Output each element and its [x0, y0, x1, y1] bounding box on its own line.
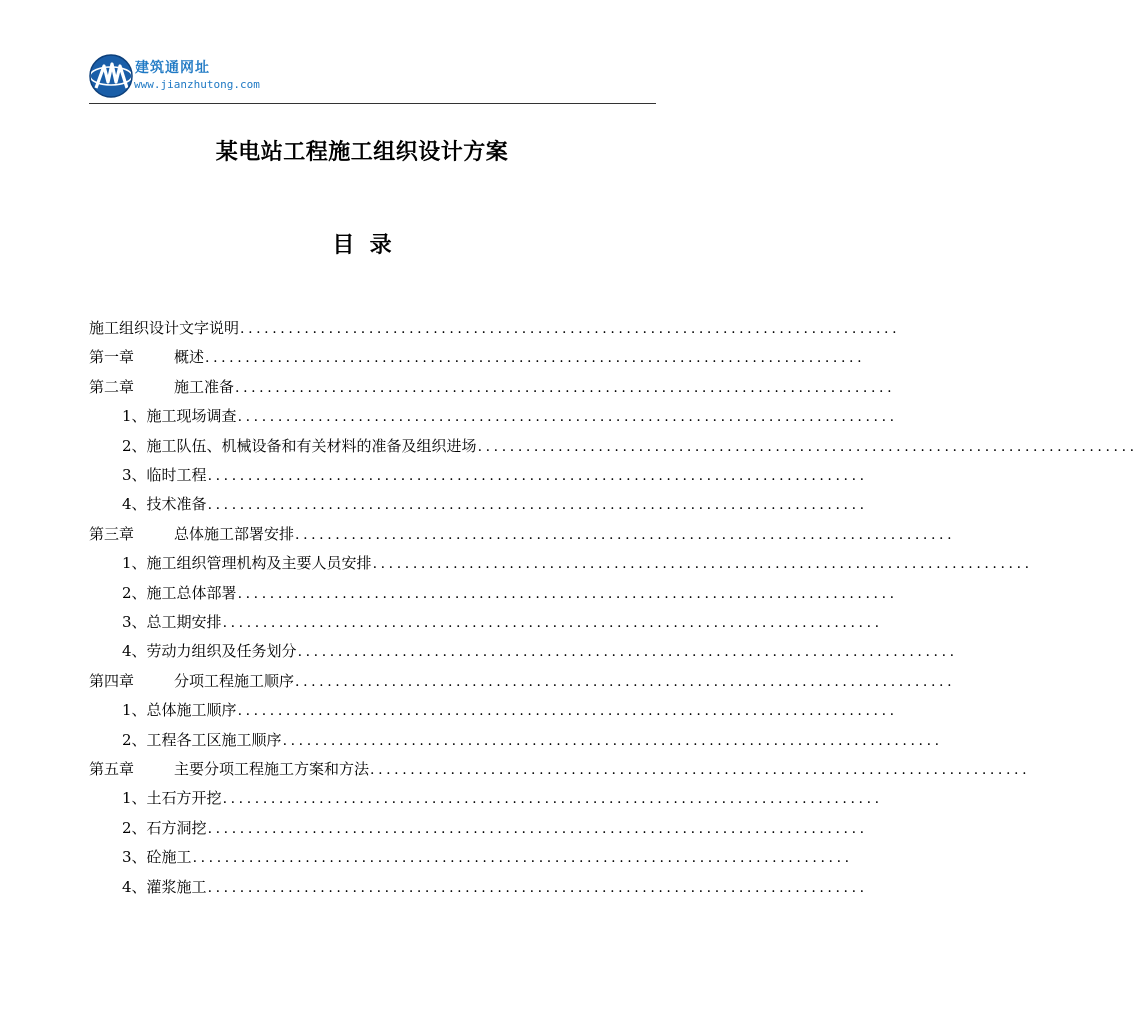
toc-entry[interactable]	[0, 579, 898, 605]
toc-dot-leader: ..................................................................................	[295, 673, 956, 690]
toc-entry[interactable]	[0, 373, 896, 399]
toc-entry-label: 技术准备	[146, 495, 207, 514]
toc-entry-label: 土石方开挖	[146, 789, 222, 808]
toc-entry[interactable]	[0, 314, 901, 340]
toc-entry[interactable]	[0, 520, 956, 546]
toc-entry-label: 临时工程	[146, 466, 207, 484]
toc-entry[interactable]	[0, 755, 1031, 781]
toc-dot-leader: ..................................................................................	[205, 350, 866, 367]
toc-entry[interactable]	[0, 667, 956, 693]
globe-logo-icon	[89, 54, 133, 98]
toc-entry-label: 灌浆施工	[146, 877, 207, 896]
toc-entry-number: 1、	[122, 407, 147, 426]
toc-entry-number: 2、	[122, 583, 147, 602]
toc-dot-leader: ..................................................................................	[222, 615, 883, 631]
toc-entry[interactable]	[0, 873, 868, 899]
toc-dot-leader: ..................................................................................	[372, 556, 1033, 573]
toc-entry-number: 第四章	[89, 671, 135, 690]
toc-dot-leader: ..................................................................................	[297, 644, 958, 661]
toc-entry[interactable]	[0, 490, 868, 516]
toc-entry-number: 3、	[122, 466, 147, 484]
toc-entry-number: 2、	[122, 730, 147, 749]
toc-entry[interactable]	[0, 843, 853, 869]
toc-entry-number: 3、	[122, 848, 147, 867]
toc-entry-label: 劳动力组织及任务划分	[146, 642, 297, 661]
toc-dot-leader: ..................................................................................	[222, 791, 883, 808]
toc-entry-number: 第三章	[89, 524, 135, 543]
toc-dot-leader: ..................................................................................	[192, 850, 853, 867]
toc-dot-leader: ..................................................................................	[207, 497, 868, 514]
toc-entry-label: 施工准备	[174, 377, 235, 396]
toc-dot-leader: ..................................................................................	[237, 585, 898, 602]
toc-entry-label: 概述	[174, 348, 205, 367]
toc-entry-number: 第二章	[89, 377, 135, 396]
toc-entry-label: 分项工程施工顺序	[174, 671, 295, 690]
toc-entry-label: 总体施工部署安排	[174, 524, 295, 543]
toc-dot-leader: ..................................................................................	[207, 879, 868, 896]
toc-entry[interactable]	[0, 637, 958, 663]
toc-entry-label: 总工期安排	[146, 613, 222, 631]
toc-entry-number: 1、	[122, 554, 147, 573]
toc-entry[interactable]	[0, 608, 883, 634]
site-header	[89, 54, 659, 104]
toc-entry-number: 4、	[122, 642, 147, 661]
toc-entry[interactable]	[0, 696, 898, 722]
toc-entry-number: 1、	[122, 789, 147, 808]
toc-entry-number: 3、	[122, 613, 147, 631]
toc-entry-number: 2、	[122, 818, 147, 837]
toc-entry[interactable]	[0, 814, 868, 840]
toc-dot-leader: ..................................................................................	[295, 526, 956, 543]
toc-entry-number: 4、	[122, 877, 147, 896]
toc-dot-leader: ..................................................................................	[370, 762, 1031, 778]
toc-entry[interactable]	[0, 432, 1138, 458]
toc-entry-label: 施工队伍、机械设备和有关材料的准备及组织进场	[146, 436, 477, 455]
toc-entry-label: 施工组织设计文字说明	[89, 319, 240, 337]
toc-entry-number: 第一章	[89, 348, 135, 367]
toc-entry[interactable]	[0, 549, 1033, 575]
toc-dot-leader: ..................................................................................	[237, 409, 898, 426]
brand-name: 建筑通网址	[135, 60, 210, 76]
toc-entry[interactable]	[0, 461, 868, 487]
document-title: 某电站工程施工组织设计方案	[215, 140, 509, 165]
toc-dot-leader: ..................................................................................	[240, 321, 901, 337]
toc-entry-number: 第五章	[89, 760, 135, 778]
header-divider	[89, 103, 656, 104]
toc-entry[interactable]	[0, 402, 898, 428]
toc-entry-label: 总体施工顺序	[146, 701, 237, 720]
toc-entry-number: 1、	[122, 701, 147, 720]
toc-entry-label: 砼施工	[146, 848, 192, 867]
toc-dot-leader: ..................................................................................	[207, 820, 868, 837]
toc-entry-number: 4、	[122, 495, 147, 514]
toc-entry-label: 施工组织管理机构及主要人员安排	[146, 554, 372, 573]
brand-url[interactable]: www.jianzhutong.com	[134, 78, 260, 91]
toc-entry-label: 主要分项工程施工方案和方法	[174, 760, 370, 778]
toc-dot-leader: ..................................................................................	[282, 732, 943, 749]
toc-entry-label: 工程各工区施工顺序	[146, 730, 282, 749]
toc-dot-leader: ..................................................................................	[237, 703, 898, 720]
toc-entry-label: 施工现场调查	[146, 407, 237, 426]
toc-heading: 目 录	[332, 233, 392, 258]
toc-dot-leader: ..................................................................................	[477, 438, 1138, 455]
toc-entry-label: 石方洞挖	[146, 818, 207, 837]
toc-dot-leader: ..................................................................................	[207, 468, 868, 484]
toc-entry-number: 2、	[122, 436, 147, 455]
toc-entry-label: 施工总体部署	[146, 583, 237, 602]
toc-entry[interactable]	[0, 726, 943, 752]
toc-entry[interactable]	[0, 343, 866, 369]
toc-dot-leader: ..................................................................................	[235, 379, 896, 396]
toc-entry[interactable]	[0, 784, 883, 810]
